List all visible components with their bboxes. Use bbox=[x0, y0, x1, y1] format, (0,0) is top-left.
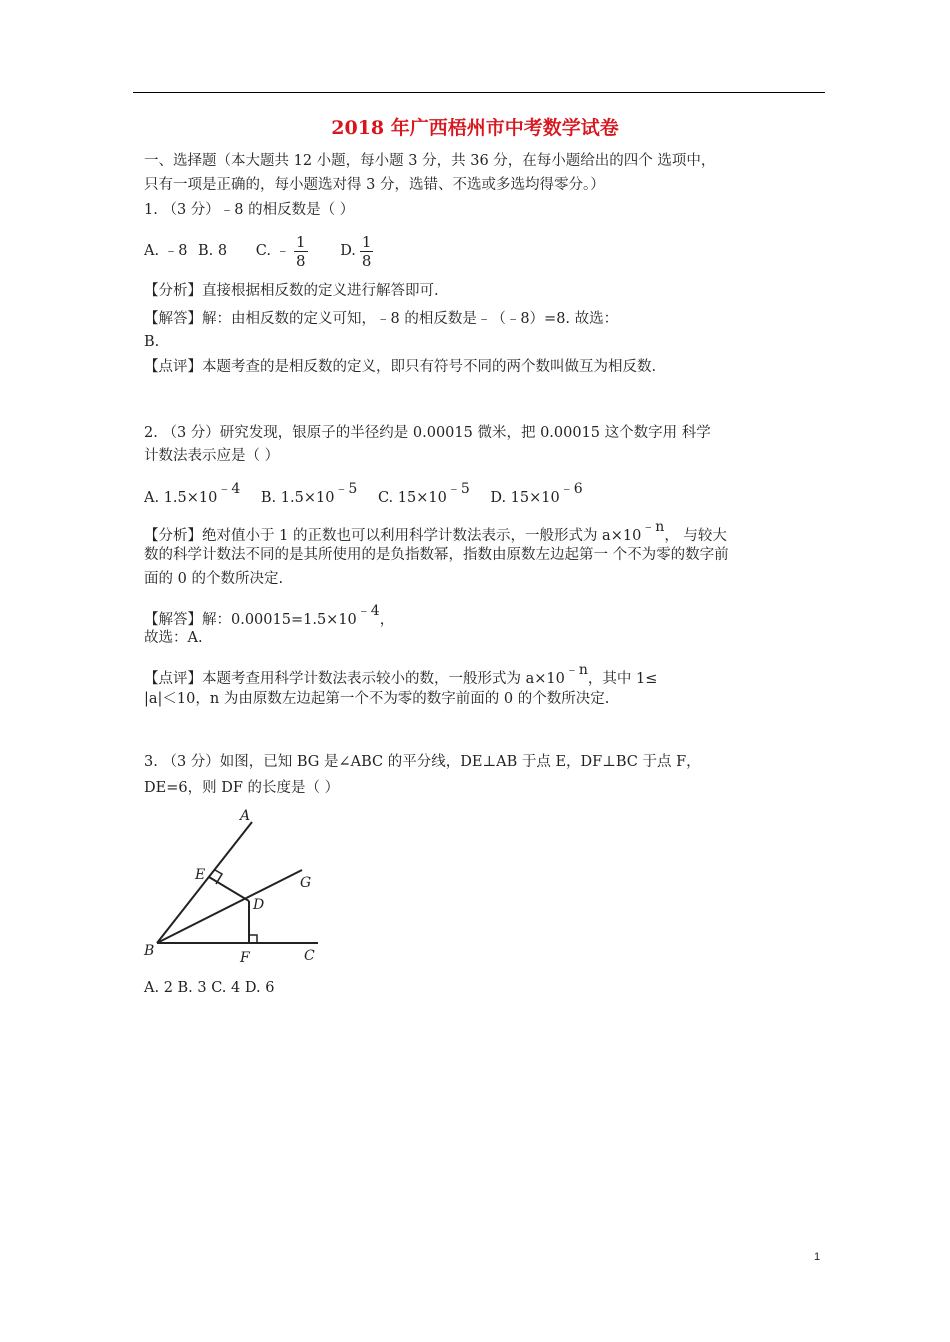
q2-answer-line-1 bbox=[144, 604, 394, 630]
q1-stem: 1. （3 分）﹣8 的相反数是（ ） bbox=[144, 202, 355, 218]
q2-option-a bbox=[144, 482, 240, 508]
q1-option-a: A. ﹣8 bbox=[144, 243, 188, 259]
q2-option-c-exponent: ﹣5 bbox=[446, 481, 470, 497]
q2-analysis-text-end: ， 与较大 bbox=[664, 527, 727, 544]
label-d: D bbox=[253, 897, 265, 913]
fraction-denominator: 8 bbox=[296, 251, 306, 270]
q1-option-c bbox=[255, 232, 316, 270]
q2-answer-line-2: 故选：A. bbox=[144, 630, 203, 646]
q1-option-b: B. 8 bbox=[198, 243, 228, 259]
q2-stem-line-2: 计数法表示应是（ ） bbox=[144, 448, 280, 464]
q1-comment: 【点评】本题考查的是相反数的定义，即只有符号不同的两个数叫做互为相反数. bbox=[144, 359, 657, 375]
q2-analysis-line-2: 数的科学计数法不同的是其所使用的是负指数幂，指数由原数左边起第一 个不为零的数字前 bbox=[144, 547, 729, 563]
q2-answer-text-end: ， bbox=[379, 611, 395, 628]
fraction-numerator: 1 bbox=[361, 232, 372, 251]
q2-comment-exponent: ﹣n bbox=[564, 662, 588, 678]
page-number: 1 bbox=[814, 1251, 821, 1263]
q1-options bbox=[144, 232, 377, 270]
q2-option-b-base: B. 1.5×10 bbox=[260, 489, 335, 506]
q2-comment-text-end: ，其中 1≤ bbox=[587, 670, 658, 687]
q2-option-b bbox=[261, 482, 357, 508]
q2-options bbox=[144, 482, 583, 508]
q2-comment-line-2: |a|＜10，n 为由原数左边起第一个不为零的数字前面的 0 的个数所决定. bbox=[144, 691, 610, 707]
q2-answer-text: 【解答】解：0.00015=1.5×10 bbox=[144, 611, 357, 628]
angle-bisector-figure bbox=[140, 805, 340, 970]
q1-analysis: 【分析】直接根据相反数的定义进行解答即可. bbox=[144, 283, 439, 299]
label-a: A bbox=[240, 808, 251, 824]
fraction-denominator: 8 bbox=[361, 251, 372, 270]
label-c: C bbox=[304, 948, 315, 964]
section-heading-line-2: 只有一项是正确的，每小题选对得 3 分，选错、不选或多选均得零分。） bbox=[144, 177, 605, 193]
q1-option-d bbox=[340, 232, 377, 270]
q1-option-c-fraction bbox=[294, 233, 308, 270]
q1-answer-line-2: B. bbox=[144, 334, 160, 350]
q3-options: A. 2 B. 3 C. 4 D. 6 bbox=[144, 980, 275, 996]
label-b: B bbox=[144, 943, 155, 959]
q2-option-d-exponent: ﹣6 bbox=[559, 481, 583, 497]
label-f: F bbox=[240, 950, 250, 966]
q2-option-a-exponent: ﹣4 bbox=[217, 481, 241, 497]
segment-de bbox=[209, 877, 249, 901]
q2-comment-line-1 bbox=[144, 663, 657, 689]
ray-bg bbox=[157, 870, 302, 943]
q2-option-d-base: D. 15×10 bbox=[490, 489, 560, 506]
q2-analysis-text: 【分析】绝对值小于 1 的正数也可以利用科学计数法表示，一般形式为 a×10 bbox=[144, 527, 642, 544]
page-title: 2018 年广西梧州市中考数学试卷 bbox=[331, 117, 619, 139]
fraction-numerator: 1 bbox=[296, 232, 306, 251]
section-heading-line-1: 一、选择题（本大题共 12 小题，每小题 3 分，共 36 分，在每小题给出的四个 选项中， bbox=[144, 153, 716, 169]
q3-stem-line-1: 3. （3 分）如图，已知 BG 是∠ABC 的平分线，DE⊥AB 于点 E，DF⊥BC 于点 F， bbox=[144, 754, 701, 770]
q2-option-c bbox=[378, 482, 470, 508]
q2-analysis-exponent: ﹣n bbox=[641, 519, 665, 535]
label-g: G bbox=[300, 875, 312, 891]
label-e: E bbox=[195, 867, 206, 883]
q1-option-c-label: C. ﹣ bbox=[255, 243, 291, 259]
q2-analysis-line-1 bbox=[144, 520, 727, 546]
q1-answer-line-1: 【解答】解：由相反数的定义可知，﹣8 的相反数是﹣（﹣8）=8. 故选： bbox=[144, 311, 619, 327]
q2-stem-line-1: 2. （3 分）研究发现，银原子的半径约是 0.00015 微米，把 0.00015 这个数字用 科学 bbox=[144, 425, 711, 441]
q2-option-c-base: C. 15×10 bbox=[377, 489, 447, 506]
q3-stem-line-2: DE=6，则 DF 的长度是（ ） bbox=[144, 780, 340, 796]
q2-option-b-exponent: ﹣5 bbox=[334, 481, 358, 497]
q2-answer-exponent: ﹣4 bbox=[356, 603, 380, 619]
q1-option-d-fraction bbox=[360, 233, 374, 270]
q2-option-a-base: A. 1.5×10 bbox=[144, 489, 218, 506]
q2-comment-text: 【点评】本题考查用科学计数法表示较小的数，一般形式为 a×10 bbox=[144, 670, 565, 687]
q2-analysis-line-3: 面的 0 的个数所决定. bbox=[144, 571, 284, 587]
q2-option-d bbox=[490, 482, 582, 508]
q1-option-d-label: D. bbox=[340, 243, 356, 259]
header-rule bbox=[133, 92, 825, 93]
right-angle-marker-f bbox=[249, 935, 257, 943]
